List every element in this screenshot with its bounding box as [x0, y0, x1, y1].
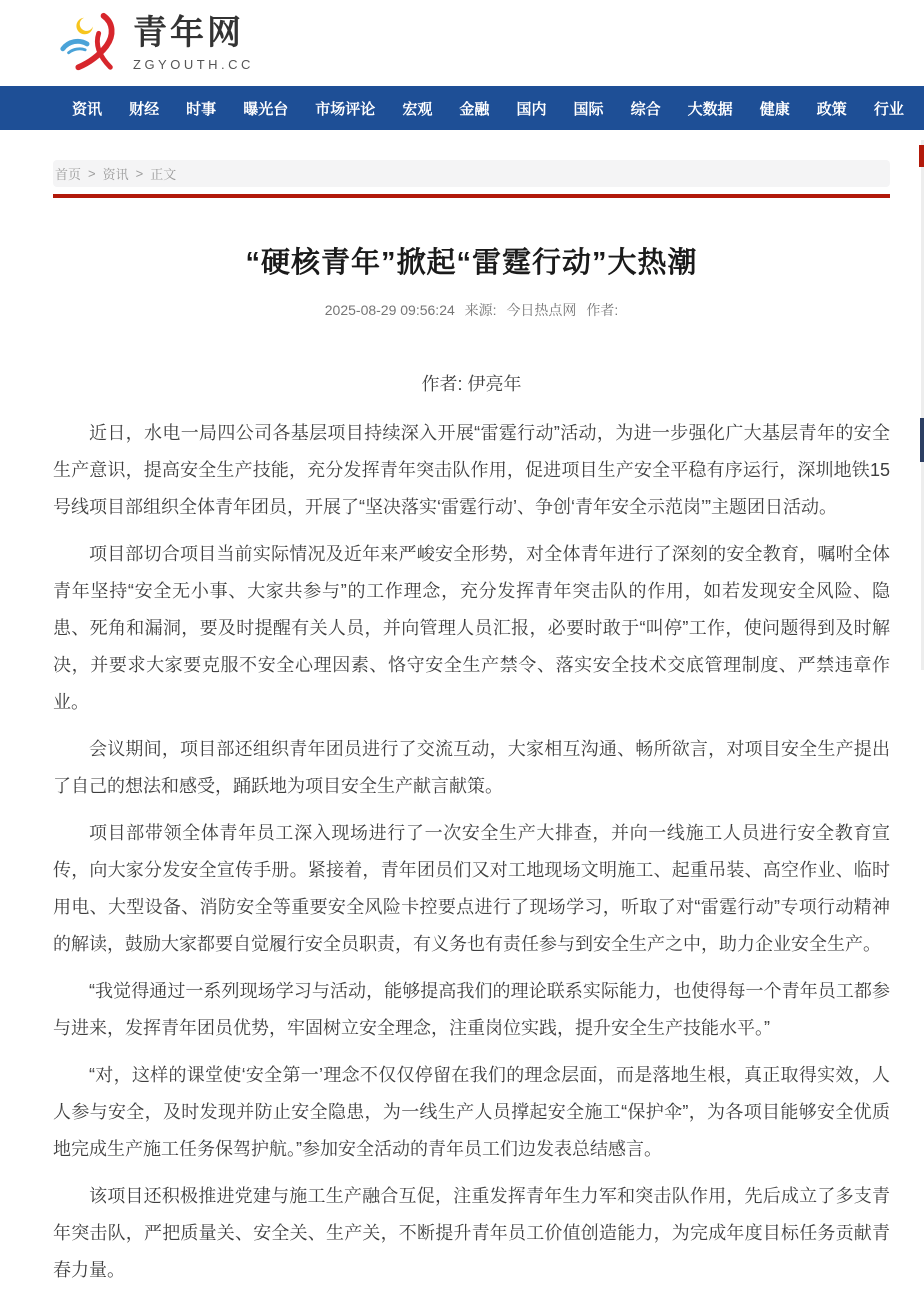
article-paragraph: 会议期间，项目部还组织青年团员进行了交流互动，大家相互沟通、畅所欲言，对项目安全生产提出了自己的想法和感受，踊跃地为项目安全生产献言献策。 — [53, 738, 890, 796]
article-paragraphs — [53, 415, 890, 1289]
scrollbar-thumb[interactable] — [920, 418, 924, 462]
author-label: 作者: — [586, 301, 619, 318]
article-paragraph: “我觉得通过一系列现场学习与活动，能够提高我们的理论联系实际能力，也使得每一个青年员工都参与进来，发挥青年团员优势，牢固树立安全理念，注重岗位实践，提升安全生产技能水平。” — [53, 980, 890, 1038]
nav-item[interactable]: 资讯 — [72, 100, 103, 118]
article-byline: 作者: 伊亮年 — [421, 373, 522, 394]
breadcrumb-separator: > — [135, 166, 144, 181]
nav-item[interactable]: 金融 — [459, 100, 490, 118]
section-divider — [53, 194, 890, 198]
site-header — [0, 0, 924, 86]
article-paragraph: 项目部切合项目当前实际情况及近年来严峻安全形势，对全体青年进行了深刻的安全教育，嘱咐全体青年坚持“安全无小事、大家共参与”的工作理念，充分发挥青年突击队的作用，如若发现安全风险、隐患、死角和漏洞，要及时提醒有关人员，并向管理人员汇报，必要时敢于“叫停”工作，使问题得到及时解决，并要求大家要克服不安全心理因素、恪守安全生产禁令、落实安全技术交底管理制度、严禁违章作业。 — [53, 543, 890, 712]
article-page — [53, 160, 890, 1289]
site-logo[interactable] — [55, 10, 254, 76]
nav-item[interactable]: 时事 — [186, 100, 217, 118]
site-name: 青年网 — [133, 14, 244, 53]
nav-item[interactable]: 健康 — [759, 100, 790, 118]
nav-item[interactable]: 市场评论 — [315, 100, 376, 118]
breadcrumb-separator: > — [88, 166, 96, 181]
nav-item[interactable]: 大数据 — [687, 100, 733, 118]
nav-item[interactable]: 国内 — [516, 100, 547, 118]
breadcrumb — [53, 160, 890, 187]
main-nav — [0, 86, 924, 130]
article-paragraph: 项目部带领全体青年员工深入现场进行了一次安全生产大排查，并向一线施工人员进行安全教育宣传，向大家分发安全宣传手册。紧接着，青年团员们又对工地现场文明施工、起重吊装、高空作业、临时用电、大型设备、消防安全等重要安全风险卡控要点进行了现场学习，听取了对“雷霆行动”专项行动精神的解读，鼓励大家都要自觉履行安全员职责，有义务也有责任参与到安全生产之中，助力企业安全生产。 — [53, 822, 890, 954]
source-label: 来源: — [464, 301, 497, 318]
article-paragraph: “对，这样的课堂使‘安全第一’理念不仅仅停留在我们的理念层面，而是落地生根，真正取得实效，人人参与安全，及时发现并防止安全隐患，为一线生产人员撑起安全施工“保护伞”，为各项目能够安全优质地完成生产施工任务保驾护航。”参加安全活动的青年员工们边发表总结感言。 — [53, 1064, 890, 1159]
article-title: “硬核青年”掀起“雷霆行动”大热潮 — [245, 247, 698, 279]
breadcrumb-item[interactable]: 首页 — [55, 167, 82, 182]
nav-item[interactable]: 曝光台 — [243, 100, 289, 118]
nav-item[interactable]: 宏观 — [402, 100, 433, 118]
nav-item[interactable]: 行业 — [873, 100, 904, 118]
breadcrumb-item[interactable]: 正文 — [150, 167, 177, 182]
nav-item[interactable]: 财经 — [129, 100, 160, 118]
source-name[interactable]: 今日热点网 — [506, 301, 577, 318]
article-meta — [53, 300, 890, 320]
nav-item[interactable]: 综合 — [630, 100, 661, 118]
publish-datetime: 2025-08-29 09:56:24 — [324, 301, 455, 318]
nav-item[interactable]: 政策 — [816, 100, 847, 118]
scrollbar-marker — [919, 145, 924, 167]
breadcrumb-item[interactable]: 资讯 — [102, 167, 129, 182]
article-paragraph: 该项目还积极推进党建与施工生产融合互促，注重发挥青年生力军和突击队作用，先后成立了多支青年突击队，严把质量关、安全关、生产关，不断提升青年员工价值创造能力，为完成年度目标任务贡献青春力量。 — [53, 1185, 890, 1280]
article-paragraph: 近日，水电一局四公司各基层项目持续深入开展“雷霆行动”活动，为进一步强化广大基层青年的安全生产意识，提高安全生产技能，充分发挥青年突击队作用，促进项目生产安全平稳有序运行，深圳地铁15号线项目部组织全体青年团员，开展了“坚决落实‘雷霆行动’、争创‘青年安全示范岗’”主题团日活动。 — [53, 422, 890, 517]
site-domain: ZGYOUTH.CC — [133, 56, 254, 72]
nav-item[interactable]: 国际 — [573, 100, 604, 118]
logo-figure-icon — [55, 10, 123, 76]
article-body — [53, 366, 890, 1289]
